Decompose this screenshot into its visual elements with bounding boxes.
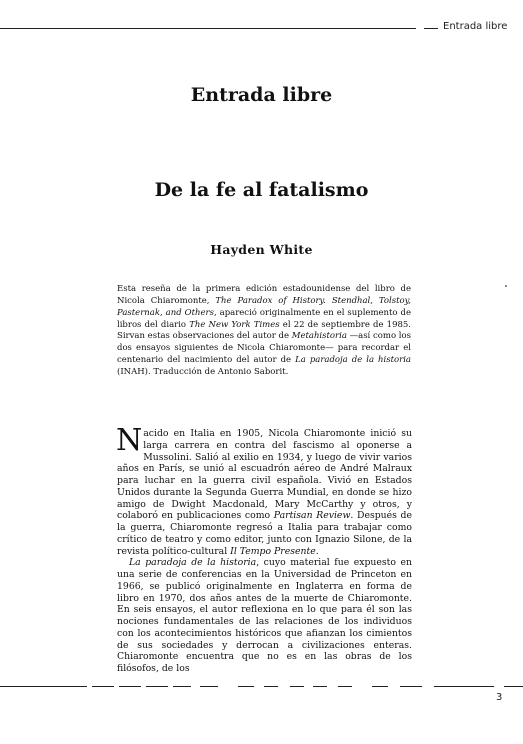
article-body: [116, 423, 413, 675]
journal-name: Il Tempo Presente: [230, 545, 316, 557]
paragraph-text: . Después de la guerra, Chiaromonte regresó a Italia para trabajar como crítico de teatro y como editor, junto con Ignazio Silone, de la revista político-cultural: [117, 510, 413, 557]
drop-cap: N: [116, 423, 143, 458]
book-title-metahistoria: Metahistoria: [291, 331, 347, 342]
paragraph-text: .: [315, 545, 319, 557]
abstract-text: , apareció originalmente en el suplemento de libros del diario: [117, 307, 412, 330]
journal-name: Partisan Review: [273, 510, 351, 522]
newspaper-name: The New York Times: [189, 319, 280, 330]
paragraph-text: acido en Italia en 1905, Nicola Chiaromonte inició su larga carrera en contra del fascismo al oponerse a Mussolini. Salió al exilio en 1934, y luego de vivir varios años en París, se unió al escuadrón aéreo de André Malraux para luchar en la guerra civil española. Vivió en Estados Unidos durante la Segunda Guerra Mundial, en donde se hizo amigo de Dwight Macdonald, Mary McCarthy y otros, y colaboró en publicaciones como: [117, 428, 412, 522]
abstract-note: [117, 284, 411, 379]
running-head: Entrada libre: [443, 21, 508, 32]
scan-speck: [505, 285, 507, 287]
abstract-text: Esta reseña de la primera edición estadounidense del libro de Nicola Chiaromonte,: [117, 284, 411, 306]
paragraph-text: , cuyo material fue expuesto en una serie de conferencias en la Universidad de Princeton en 1966, se publicó originalmente en Inglaterra en forma de libro en 1970, dos años antes de la muerte de Chiaromonte. En seis ensayos, el autor reflexiona en lo que para él son las nociones fundamentales de las relaciones de los individuos con los acontecimientos históricos que afianzan los cimientos de sus sociedades y derrocan a civilizaciones enteras. Chiaromonte encuentra que no es en las obras de los filósofos, de los: [117, 557, 412, 674]
paragraph-2: [117, 557, 412, 675]
abstract-text: —así como los dos ensayos siguientes de Nicola Chiaromonte— para recordar el centenario del nacimiento del autor de: [117, 331, 411, 366]
section-title: Entrada libre: [190, 84, 333, 106]
footer-rule: [0, 686, 523, 689]
author-name: Hayden White: [210, 242, 313, 257]
book-title-spanish: La paradoja de la historia: [295, 355, 411, 366]
abstract-text: el 22 de septiembre de 1985. Sirvan estas observaciones del autor de: [117, 319, 411, 342]
book-title-english: The Paradox of History. Stendhal, Tolstoy, Pasternak, and Others: [117, 295, 412, 318]
page-number: 3: [496, 692, 503, 703]
header-dash: [424, 28, 438, 29]
abstract-text: (INAH). Traducción de Antonio Saborit.: [117, 366, 289, 377]
book-title-spanish: La paradoja de la historia: [129, 557, 257, 569]
article-title: De la fe al fatalismo: [154, 179, 369, 201]
header-rule: [0, 28, 416, 29]
paragraph-1: [116, 423, 413, 557]
